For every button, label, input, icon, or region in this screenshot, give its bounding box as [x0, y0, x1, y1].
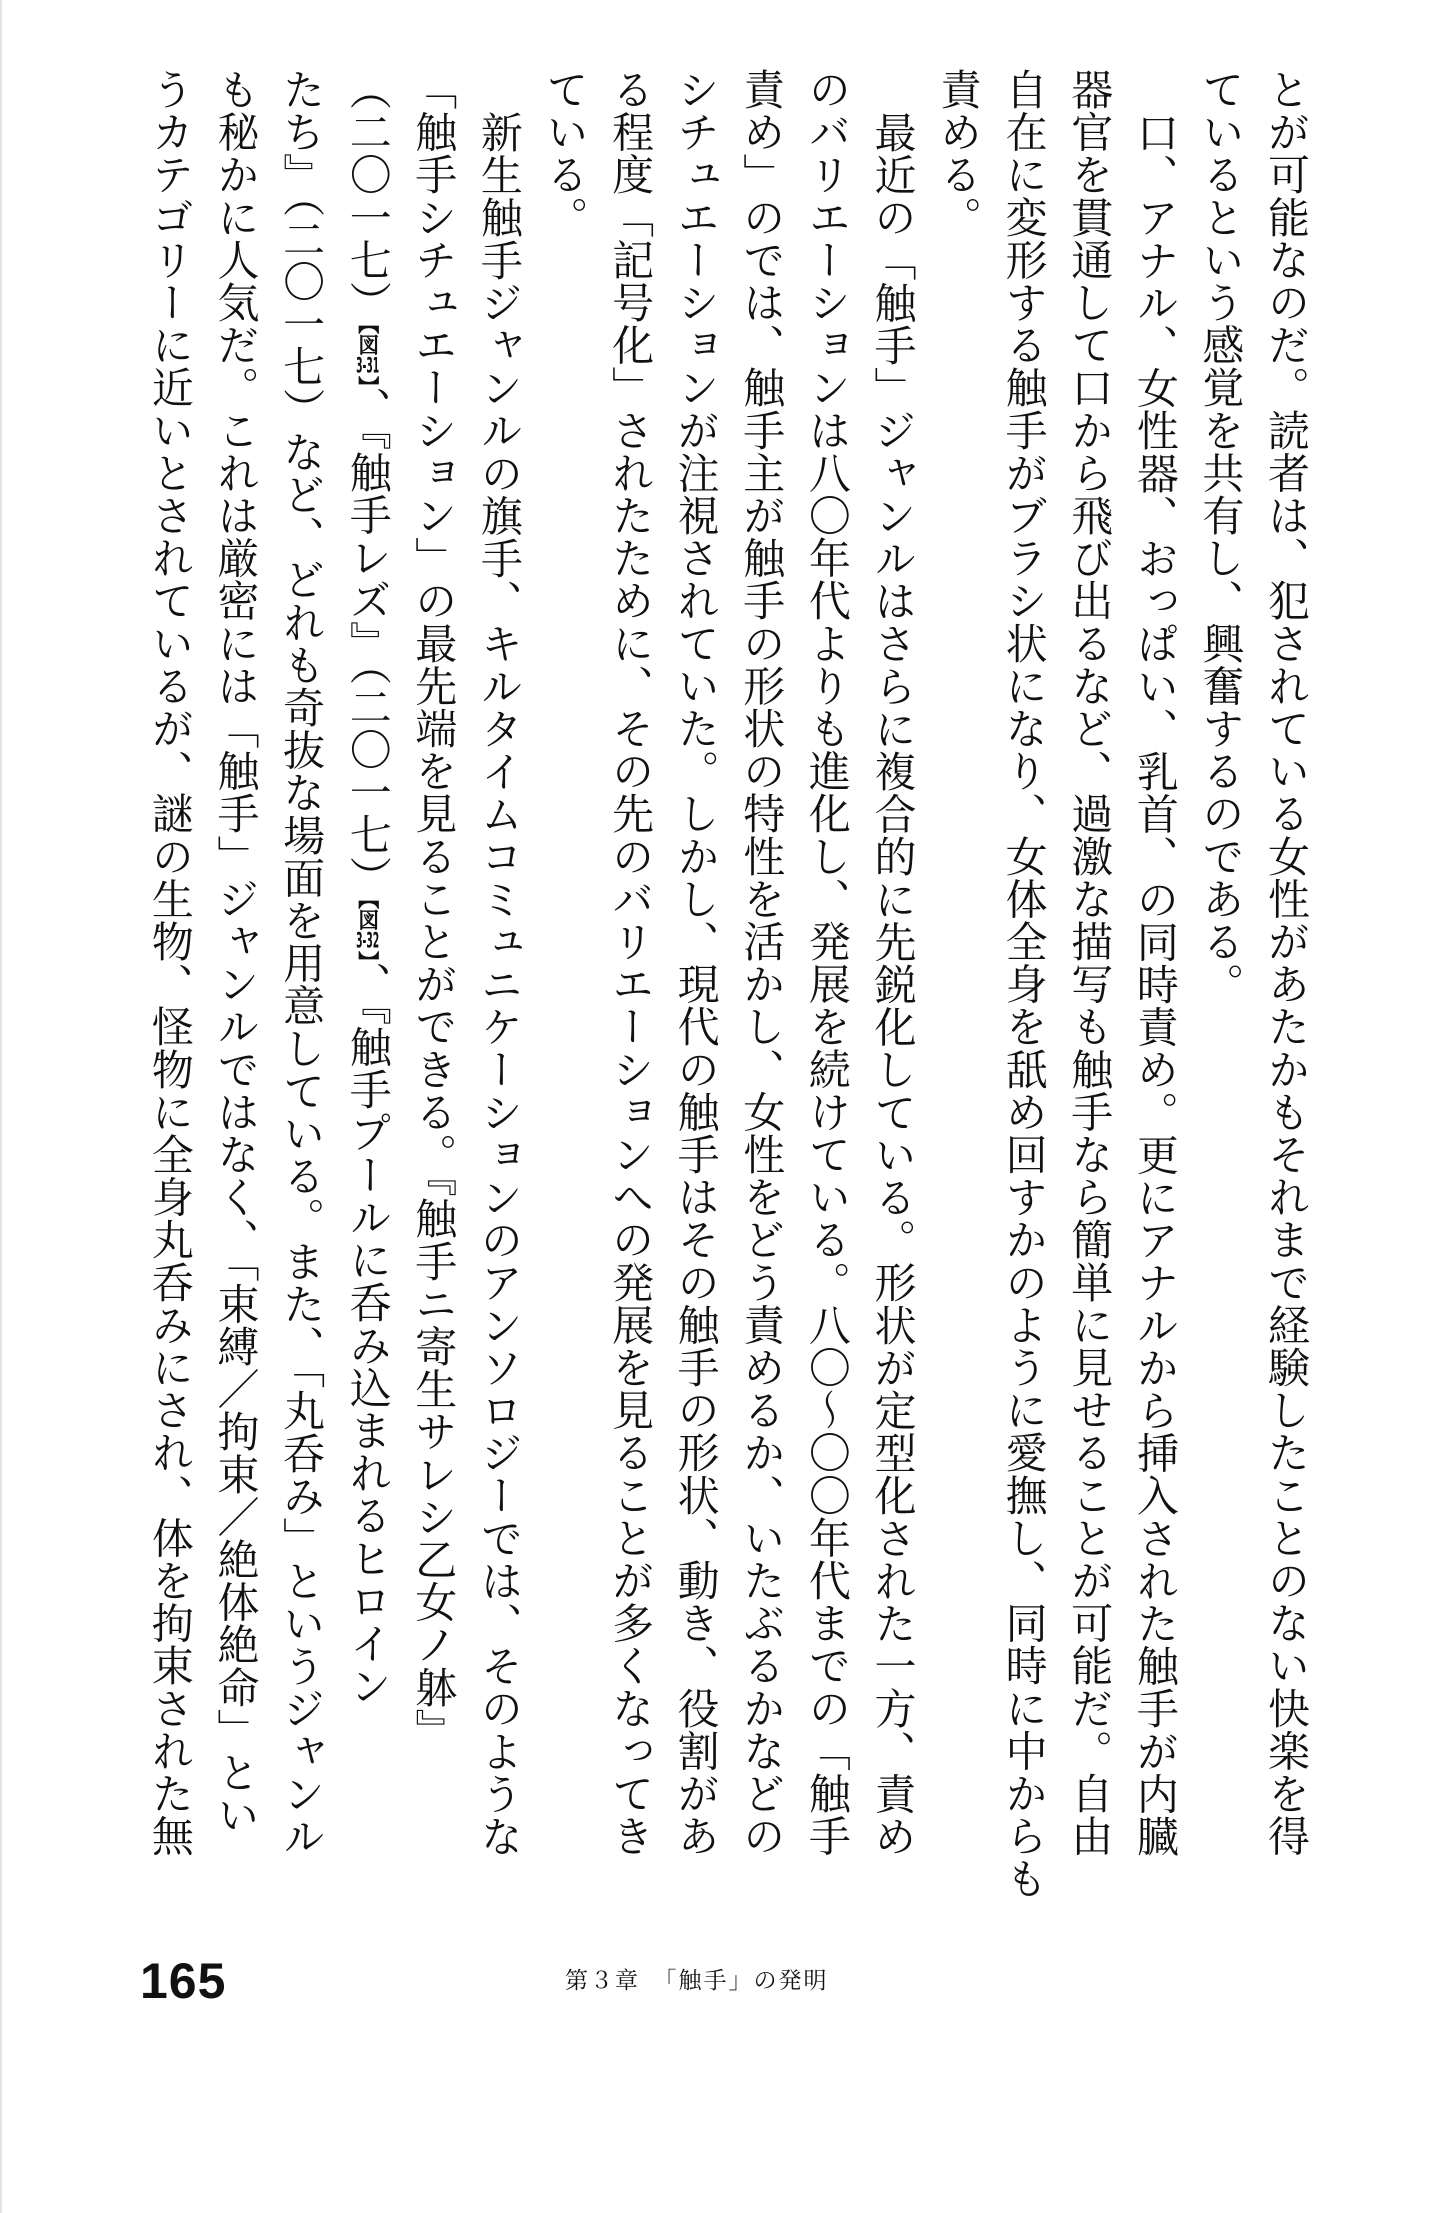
text-segment: 新生触手ジャンルの旗手、キルタイムコミュニケーションのアンソロジーでは、そのような: [474, 111, 524, 1858]
text-segment: も秘かに人気だ。これは厳密には「触手」ジャンルではなく、「束縛／拘束／絶体絶命」とい: [211, 68, 261, 1837]
text-segment: 自在に変形する触手がブラシ状になり、女体全身を舐め回すかのように愛撫し、同時に中からも: [999, 68, 1049, 1900]
page-number: 165: [140, 1953, 227, 2009]
text-segment: のバリエーションは八〇年代よりも進化し、発展を続けている。八〇～〇〇年代までの「触手: [802, 68, 852, 1858]
text-line: [137, 68, 203, 1858]
text-line: [1057, 68, 1123, 1858]
text-line: [597, 68, 663, 1858]
text-line: [925, 68, 991, 1838]
text-segment: 、『触手レズ』（二〇一七）: [343, 386, 393, 899]
text-segment: うカテゴリーに近いとされているが、謎の生物、怪物に全身丸呑みにされ、体を拘束された無: [145, 68, 195, 1858]
text-line: [991, 68, 1057, 1900]
text-segment: たち』（二〇一七）など、どれも奇抜な場面を用意している。また、「丸呑み」というジャンル: [277, 68, 327, 1858]
page-edge: [0, 0, 2, 2213]
text-line: [1253, 68, 1319, 1858]
text-line: [269, 68, 335, 1858]
figure-reference-part: 3-32: [356, 929, 380, 951]
figure-reference: [356, 324, 380, 387]
figure-reference: [356, 898, 380, 961]
text-segment: とが可能なのだ。読者は、犯されている女性があたかもそれまで経験したことのない快楽を得: [1262, 68, 1311, 1858]
figure-reference-part: 】: [355, 950, 380, 962]
figure-reference-part: 3-31: [356, 355, 380, 377]
text-line: [1122, 68, 1188, 1858]
figure-reference-part: 【図: [355, 898, 380, 930]
text-segment: 責め」のでは、触手主が触手の形状の特性を活かし、女性をどう責めるか、いたぶるかなどの: [737, 68, 787, 1858]
body-text: [137, 68, 1319, 1900]
text-line: [466, 68, 532, 1858]
text-segment: 口、アナル、女性器、おっぱい、乳首、の同時責め。更にアナルから挿入された触手が内臓: [1130, 111, 1180, 1858]
running-head: 第３章 「触手」の発明: [565, 1968, 829, 1994]
text-line: [1188, 68, 1254, 1838]
text-segment: 「触手シチュエーション」の最先端を見ることができる。『触手ニ寄生サレシ乙女ノ躰』: [409, 68, 459, 1751]
text-segment: 責める。: [934, 68, 984, 239]
text-segment: （二〇一七）: [343, 68, 393, 324]
text-segment: 、『触手プールに呑み込まれるヒロイン: [343, 961, 393, 1708]
figure-reference-part: 【図: [355, 323, 380, 356]
text-segment: 器官を貫通して口から飛び出るなど、過激な描写も触手なら簡単に見せることが可能だ。自由: [1065, 68, 1115, 1858]
text-segment: ている。: [540, 68, 590, 239]
text-segment: シチュエーションが注視されていた。しかし、現代の触手はその触手の形状、動き、役割があ: [671, 68, 721, 1858]
text-line: [860, 68, 926, 1858]
text-segment: る程度「記号化」されたために、その先のバリエーションへの発展を見ることが多くなってき: [606, 68, 656, 1858]
text-line: [794, 68, 860, 1858]
text-line: [663, 68, 729, 1858]
text-line: [532, 68, 598, 1838]
text-line: [334, 68, 401, 1838]
text-segment: 最近の「触手」ジャンルはさらに複合的に先鋭化している。形状が定型化された一方、責め: [868, 111, 918, 1858]
text-segment: ているという感覚を共有し、興奮するのである。: [1196, 68, 1246, 1006]
figure-reference-part: 】: [355, 376, 380, 387]
text-line: [401, 68, 467, 1838]
text-line: [203, 68, 269, 1838]
text-line: [729, 68, 795, 1858]
